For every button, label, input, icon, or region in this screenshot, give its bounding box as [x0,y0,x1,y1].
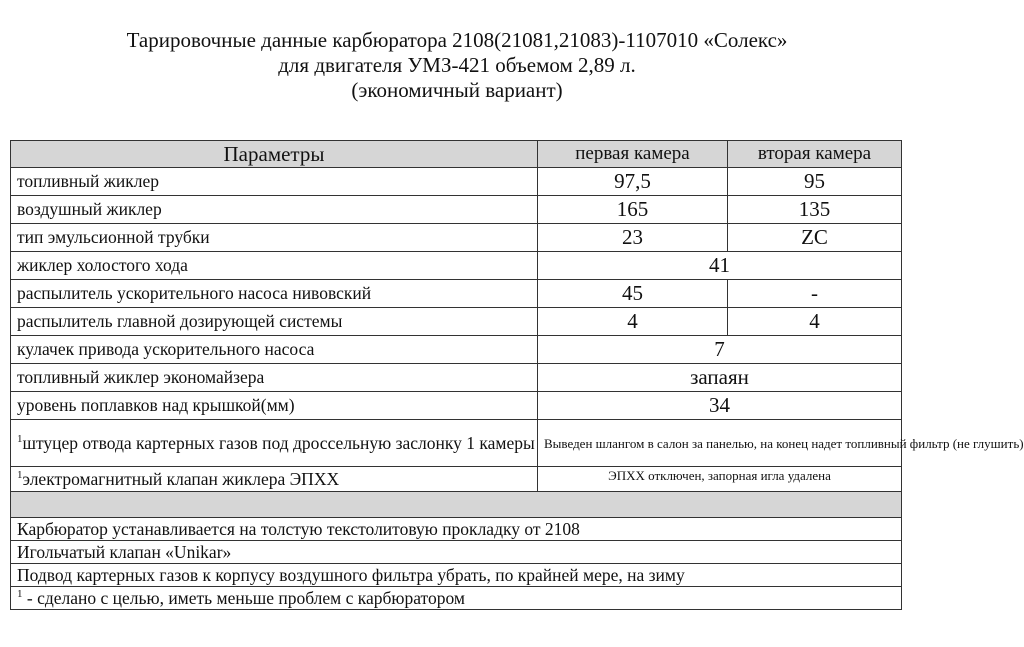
both-chambers-value: запаян [538,364,902,392]
param-name: топливный жиклер экономайзера [11,364,538,392]
table-row [11,224,902,252]
table-separator-row [11,492,902,518]
param-name: тип эмульсионной трубки [11,224,538,252]
both-chambers-value: 41 [538,252,902,280]
both-chambers-value: 34 [538,392,902,420]
param-name-text: штуцер отвода картерных газов под дроссельную заслонку 1 камеры [22,433,535,453]
param-name [11,467,538,492]
header-second-chamber: вторая камера [728,141,902,168]
first-chamber-value: 45 [538,280,728,308]
note-text: Карбюратор устанавливается на толстую текстолитовую прокладку от 2108 [11,518,902,541]
param-name: распылитель главной дозирующей системы [11,308,538,336]
param-name: воздушный жиклер [11,196,538,224]
both-chambers-note: ЭПХХ отключен, запорная игла удалена [538,467,902,492]
footnote-body: - сделано с целью, иметь меньше проблем с карбюратором [22,587,465,608]
first-chamber-value: 165 [538,196,728,224]
param-name [11,420,538,467]
table-header-row [11,141,902,168]
footnote-mark: 1 [17,587,23,600]
footnote-row [11,587,902,610]
note-text: Подвод картерных газов к корпусу воздушного фильтра убрать, по крайней мере, на зиму [11,564,902,587]
note-row [11,564,902,587]
separator-cell [11,492,902,518]
second-chamber-value: ZC [728,224,902,252]
param-name: топливный жиклер [11,168,538,196]
table-row [11,364,902,392]
param-name-text: электромагнитный клапан жиклера ЭПХХ [22,469,340,489]
title-line-2: для двигателя УМЗ-421 объемом 2,89 л. [278,53,636,77]
footnote-text [11,587,902,610]
table-row [11,392,902,420]
document-title [0,28,914,103]
first-chamber-value: 4 [538,308,728,336]
both-chambers-value: 7 [538,336,902,364]
note-row [11,541,902,564]
table-row [11,420,902,467]
calibration-table [10,140,1024,610]
second-chamber-value: 95 [728,168,902,196]
table-row [11,196,902,224]
header-params: Параметры [11,141,538,168]
table-row [11,308,902,336]
table-row [11,336,902,364]
table-row [11,252,902,280]
second-chamber-value: 135 [728,196,902,224]
title-line-3: (экономичный вариант) [351,78,563,102]
table-row [11,467,902,492]
param-name: уровень поплавков над крышкой(мм) [11,392,538,420]
footnote-mark: 1 [17,469,23,482]
title-line-1: Тарировочные данные карбюратора 2108(21081,21083)-1107010 «Солекс» [126,28,788,52]
note-text: Игольчатый клапан «Unikar» [11,541,902,564]
table-row [11,280,902,308]
both-chambers-note: Выведен шлангом в салон за панелью, на конец надет топливный фильтр (не глушить) [538,420,902,467]
param-name: кулачек привода ускорительного насоса [11,336,538,364]
note-row [11,518,902,541]
param-name: жиклер холостого хода [11,252,538,280]
first-chamber-value: 97,5 [538,168,728,196]
header-first-chamber: первая камера [538,141,728,168]
second-chamber-value: 4 [728,308,902,336]
first-chamber-value: 23 [538,224,728,252]
table-row [11,168,902,196]
second-chamber-value: - [728,280,902,308]
param-name: распылитель ускорительного насоса нивовский [11,280,538,308]
footnote-mark: 1 [17,433,23,446]
